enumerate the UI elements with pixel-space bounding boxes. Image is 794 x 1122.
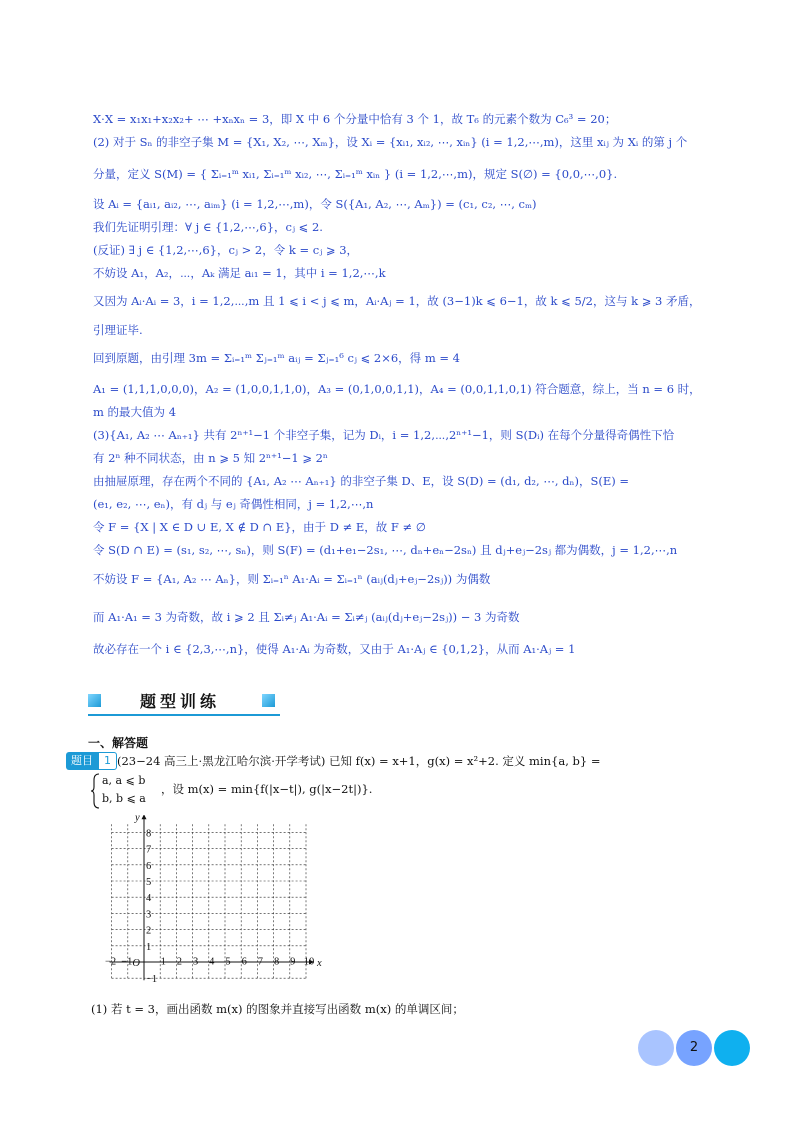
solution-line: 我们先证明引理：∀ j ∈ {1,2,⋯,6}，cⱼ ⩽ 2. bbox=[93, 220, 323, 234]
solution-line: 由抽屉原理，存在两个不同的 {A₁, A₂ ⋯ Aₙ₊₁} 的非空子集 D、E，设 S(D) = (d₁, d₂, ⋯, dₙ)，S(E) = bbox=[93, 474, 630, 488]
solution-line: X·X = x₁x₁+x₂x₂+ ⋯ +xₙxₙ = 3，即 X 中 6 个分量中恰有 3 个 1，故 T₆ 的元素个数为 C₆³ = 20； bbox=[93, 112, 617, 126]
piecewise-definition bbox=[91, 772, 511, 810]
solution-line: 引理证毕. bbox=[93, 323, 143, 337]
y-tick-label: 7 bbox=[146, 844, 152, 856]
y-tick-label: 1 bbox=[146, 941, 152, 953]
solution-line: 而 A₁·A₁ = 3 为奇数，故 i ⩾ 2 且 Σᵢ≠ⱼ A₁·Aᵢ = Σᵢ≠ⱼ (aᵢⱼ(dⱼ+eⱼ−2sⱼ)) − 3 为奇数 bbox=[93, 610, 520, 624]
solution-line: 不妨设 A₁，A₂，⋯，Aₖ 满足 aᵢ₁ = 1，其中 i = 1,2,⋯,k bbox=[93, 266, 386, 280]
x-tick-label: 3 bbox=[192, 956, 199, 968]
piecewise-brace bbox=[91, 773, 101, 809]
solution-line: 回到原题，由引理 3m = Σᵢ₌₁ᵐ Σⱼ₌₁ᵐ aᵢⱼ = Σⱼ₌₁⁶ cⱼ ⩽ 2×6，得 m = 4 bbox=[93, 351, 460, 365]
pager-dot bbox=[638, 1030, 674, 1066]
banner-underline bbox=[88, 714, 280, 716]
solution-line: 令 S(D ∩ E) = (s₁, s₂, ⋯, sₙ)，则 S(F) = (d₁+e₁−2s₁, ⋯, dₙ+eₙ−2sₙ) 且 dⱼ+eⱼ−2sⱼ 都为偶数，j = 1,2,⋯,n bbox=[93, 543, 678, 557]
pager-dot bbox=[714, 1030, 750, 1066]
sub-question: (1) 若 t = 3，画出函数 m(x) 的图象并直接写出函数 m(x) 的单调区间； bbox=[91, 1002, 464, 1016]
page-number: 2 bbox=[689, 1040, 699, 1055]
problem-tag-label: 题目 bbox=[66, 752, 98, 770]
y-tick-label: 3 bbox=[146, 909, 152, 921]
x-tick-label: −2 bbox=[105, 956, 117, 968]
y-tick-label: −1 bbox=[146, 974, 158, 986]
page-indicator bbox=[638, 1030, 750, 1066]
solution-line: (2) 对于 Sₙ 的非空子集 M = {X₁, X₂, ⋯, Xₘ}，设 Xᵢ = {xᵢ₁, xᵢ₂, ⋯, xᵢₙ} (i = 1,2,⋯,m)，这里 xᵢⱼ 为 Xᵢ 的第 j 个 bbox=[93, 135, 688, 149]
piecewise-case-1: a, a ⩽ b bbox=[102, 774, 146, 787]
y-tick-label: 2 bbox=[146, 925, 152, 937]
problem-statement-tail: ，设 m(x) = min{f(|x−t|), g(|x−2t|)}. bbox=[161, 782, 373, 796]
solution-line: (e₁, e₂, ⋯, eₙ)，有 dⱼ 与 eⱼ 奇偶性相同，j = 1,2,⋯,n bbox=[93, 497, 374, 511]
y-axis-label: y bbox=[135, 815, 140, 824]
solution-line: 又因为 Aᵢ·Aᵢ = 3，i = 1,2,⋯,m 且 1 ⩽ i < j ⩽ m，Aᵢ·Aⱼ = 1，故 (3−1)k ⩽ 6−1，故 k ⩽ 5/2，这与 k ⩾ 3 矛盾， bbox=[93, 294, 701, 308]
solution-line: 令 F = {X | X ∈ D ∪ E, X ∉ D ∩ E}，由于 D ≠ E，故 F ≠ ∅ bbox=[93, 520, 426, 534]
y-axis-arrow-icon bbox=[142, 815, 147, 819]
problem-tag-number: 1 bbox=[98, 752, 117, 770]
x-tick-label: 4 bbox=[209, 956, 215, 968]
section-banner-title: 题型训练 bbox=[140, 692, 221, 711]
solution-line: (反证) ∃ j ∈ {1,2,⋯,6}，cⱼ > 2，令 k = cⱼ ⩾ 3， bbox=[93, 243, 359, 257]
coordinate-grid bbox=[100, 815, 340, 987]
x-tick-label: 7 bbox=[257, 956, 264, 968]
solution-line: m 的最大值为 4 bbox=[93, 405, 177, 419]
section-banner bbox=[88, 688, 280, 716]
origin-label: O bbox=[132, 958, 140, 969]
x-tick-label: 1 bbox=[160, 956, 166, 968]
problem-tag bbox=[66, 752, 117, 770]
x-tick-label: 5 bbox=[225, 956, 231, 968]
x-axis-label: x bbox=[317, 958, 322, 969]
banner-square-icon bbox=[88, 694, 101, 707]
banner-square-icon bbox=[262, 694, 275, 707]
x-tick-label: 2 bbox=[176, 956, 183, 968]
y-tick-label: 8 bbox=[146, 828, 152, 840]
x-tick-label: 8 bbox=[273, 956, 280, 968]
solution-line: 不妨设 F = {A₁, A₂ ⋯ Aₙ}，则 Σᵢ₌₁ⁿ A₁·Aᵢ = Σᵢ₌₁ⁿ (aᵢⱼ(dⱼ+eⱼ−2sⱼ)) 为偶数 bbox=[93, 572, 491, 586]
solution-line: 有 2ⁿ 种不同状态，由 n ⩾ 5 知 2ⁿ⁺¹−1 ⩾ 2ⁿ bbox=[93, 451, 328, 465]
x-tick-label: 9 bbox=[290, 956, 296, 968]
solution-line: 分量，定义 S(M) = { Σᵢ₌₁ᵐ xᵢ₁, Σᵢ₌₁ᵐ xᵢ₂, ⋯, Σᵢ₌₁ᵐ xᵢₙ } (i = 1,2,⋯,m)，规定 S(∅) = {0,0,⋯,0}. bbox=[93, 167, 618, 181]
piecewise-case-2: b, b ⩽ a bbox=[102, 792, 146, 805]
y-tick-label: 6 bbox=[146, 860, 152, 872]
x-tick-label: 10 bbox=[303, 956, 315, 968]
problem-statement-line: (23−24 高三上·黑龙江哈尔滨·开学考试) 已知 f(x) = x+1，g(x) = x²+2. 定义 min{a, b} = bbox=[117, 754, 601, 768]
section-heading: 一、解答题 bbox=[88, 736, 149, 750]
solution-line: (3){A₁, A₂ ⋯ Aₙ₊₁} 共有 2ⁿ⁺¹−1 个非空子集，记为 Dᵢ，i = 1,2,⋯,2ⁿ⁺¹−1，则 S(Dᵢ) 在每个分量得奇偶性下恰 bbox=[93, 428, 675, 442]
x-tick-label: 6 bbox=[241, 956, 247, 968]
solution-line: 故必存在一个 i ∈ {2,3,⋯,n}，使得 A₁·Aᵢ 为奇数，又由于 A₁·Aⱼ ∈ {0,1,2}，从而 A₁·Aⱼ = 1 bbox=[93, 642, 576, 656]
x-tick-label: −1 bbox=[121, 956, 133, 968]
y-tick-label: 4 bbox=[146, 893, 152, 905]
solution-line: A₁ = (1,1,1,0,0,0)，A₂ = (1,0,0,1,1,0)，A₃ = (0,1,0,0,1,1)，A₄ = (0,0,1,1,0,1) 符合题意，综上，当 n = 6 时， bbox=[93, 382, 701, 396]
y-tick-label: 5 bbox=[146, 877, 152, 888]
solution-line: 设 Aᵢ = {aᵢ₁, aᵢ₂, ⋯, aᵢₘ} (i = 1,2,⋯,m)，令 S({A₁, A₂, ⋯, Aₘ}) = (c₁, c₂, ⋯, cₘ) bbox=[93, 197, 537, 211]
